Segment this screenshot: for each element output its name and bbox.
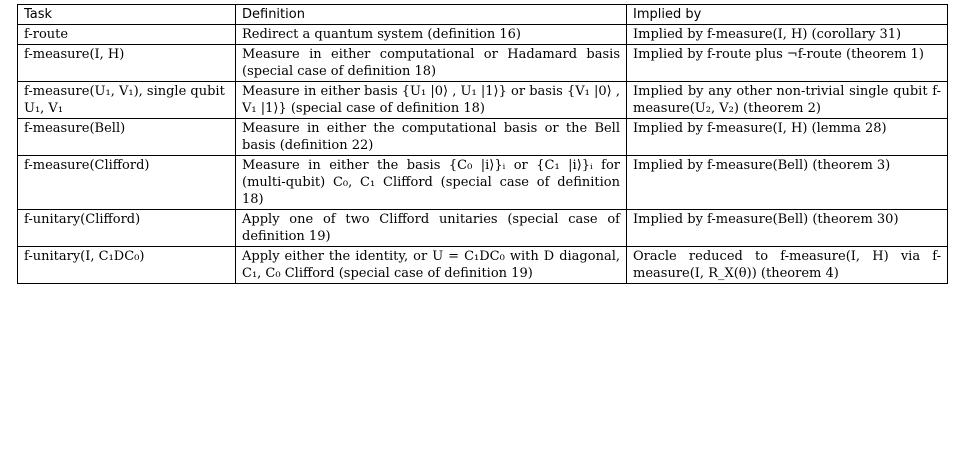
task-cell: f-unitary(I, C₁DC₀) [18,247,236,284]
task-cell: f-measure(U₁, V₁), single qubit U₁, V₁ [18,82,236,119]
implied-by-cell: Implied by f-measure(Bell) (theorem 30) [627,210,948,247]
header-implied-by: Implied by [627,5,948,25]
task-cell: f-unitary(Clifford) [18,210,236,247]
table-row [18,82,948,119]
table-row [18,25,948,45]
task-cell: f-route [18,25,236,45]
task-cell: f-measure(Clifford) [18,156,236,210]
implied-by-cell: Implied by f-measure(I, H) (lemma 28) [627,119,948,156]
implied-by-cell: Implied by any other non-trivial single qubit f-measure(U₂, V₂) (theorem 2) [627,82,948,119]
table-row [18,247,948,284]
definition-cell: Apply one of two Clifford unitaries (special case of definition 19) [236,210,627,247]
implied-by-cell: Implied by f-measure(Bell) (theorem 3) [627,156,948,210]
implied-by-cell: Oracle reduced to f-measure(I, H) via f-measure(I, R_X(θ)) (theorem 4) [627,247,948,284]
definition-cell: Measure in either computational or Hadamard basis (special case of definition 18) [236,45,627,82]
definition-cell: Measure in either the basis {C₀ |i⟩}ᵢ or {C₁ |i⟩}ᵢ for (multi-qubit) C₀, C₁ Clifford (special case of definition 18) [236,156,627,210]
table-header-row [18,5,948,25]
definition-cell: Apply either the identity, or U = C₁DC₀ with D diagonal, C₁, C₀ Clifford (special case of definition 19) [236,247,627,284]
results-table-container [17,4,947,284]
task-cell: f-measure(I, H) [18,45,236,82]
task-cell: f-measure(Bell) [18,119,236,156]
table-row [18,210,948,247]
table-row [18,156,948,210]
implied-by-cell: Implied by f-measure(I, H) (corollary 31) [627,25,948,45]
definition-cell: Measure in either the computational basis or the Bell basis (definition 22) [236,119,627,156]
definition-cell: Redirect a quantum system (definition 16) [236,25,627,45]
definition-cell: Measure in either basis {U₁ |0⟩ , U₁ |1⟩} or basis {V₁ |0⟩ , V₁ |1⟩} (special case of definition 18) [236,82,627,119]
header-definition: Definition [236,5,627,25]
table-row [18,119,948,156]
header-task: Task [18,5,236,25]
table-row [18,45,948,82]
implied-by-cell: Implied by f-route plus ¬f-route (theorem 1) [627,45,948,82]
reductions-table [17,4,948,284]
